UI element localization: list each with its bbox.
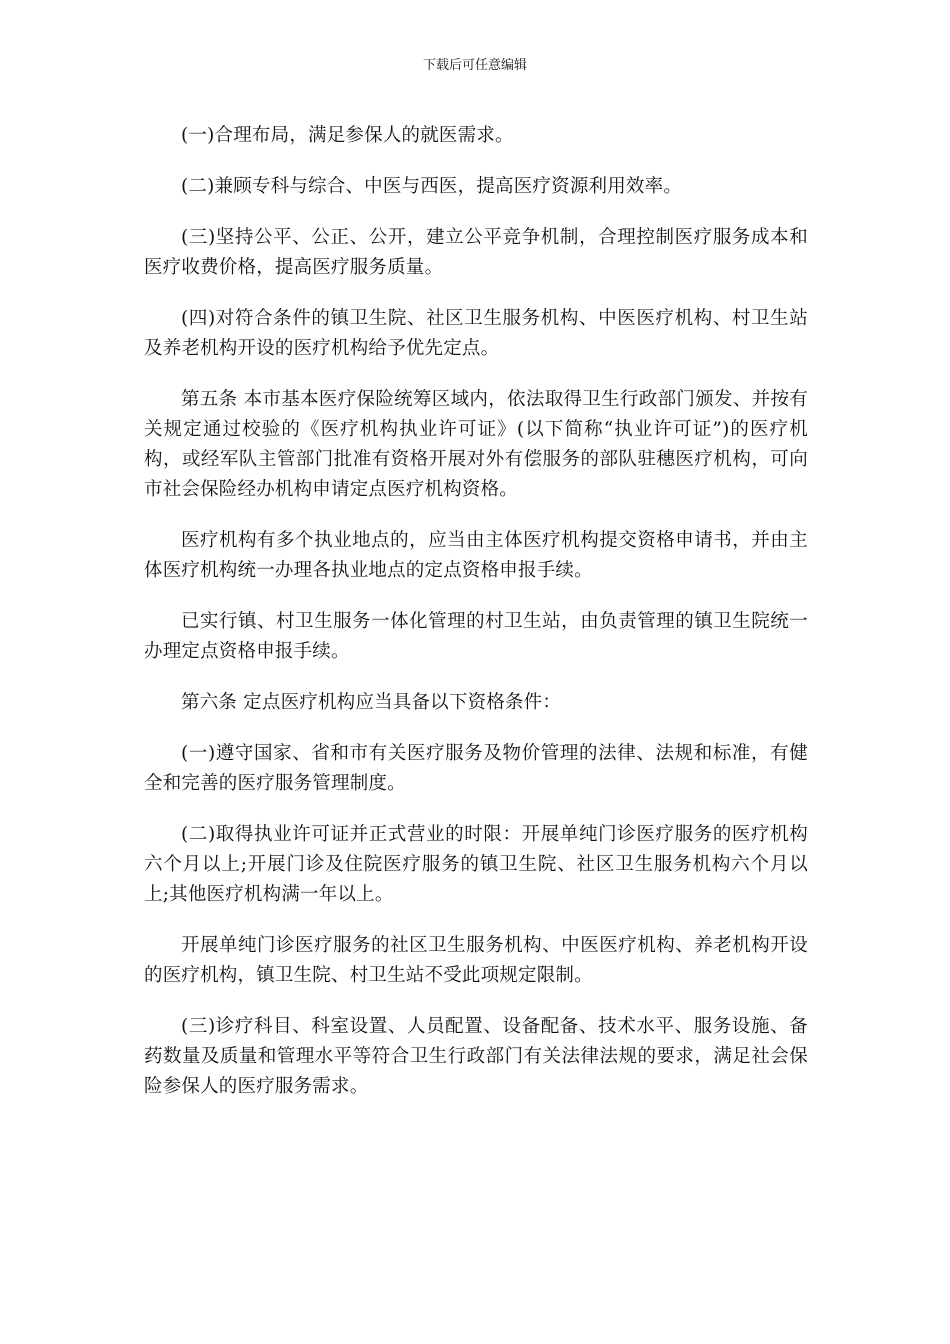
page-header: 下载后可任意编辑 <box>422 58 527 73</box>
article-6: 第六条 定点医疗机构应当具备以下资格条件： <box>181 692 562 713</box>
paragraph-12: (三)诊疗科目、科室设置、人员配置、设备配备、技术水平、服务设施、备药数量及质量和管理水平等符合卫生行政部门有关法律法规的要求，满足社会保险参保人的医疗服务需求。 <box>144 1016 808 1097</box>
paragraph-7: 已实行镇、村卫生服务一体化管理的村卫生站，由负责管理的镇卫生院统一办理定点资格申报手续。 <box>144 611 808 662</box>
paragraph-6: 医疗机构有多个执业地点的，应当由主体医疗机构提交资格申请书，并由主体医疗机构统一办理各执业地点的定点资格申报手续。 <box>144 530 808 581</box>
article-5: 第五条 本市基本医疗保险统筹区域内，依法取得卫生行政部门颁发、并按有关规定通过校验的《医疗机构执业许可证》(以下简称“执业许可证”)的医疗机构，或经军队主管部门批准有资格开展对外有偿服务的部队驻穗医疗机构，可向市社会保险经办机构申请定点医疗机构资格。 <box>144 389 808 500</box>
paragraph-3: (三)坚持公平、公正、公开，建立公平竞争机制，合理控制医疗服务成本和医疗收费价格，提高医疗服务质量。 <box>144 227 808 278</box>
paragraph-1: (一)合理布局，满足参保人的就医需求。 <box>181 125 514 146</box>
paragraph-11: 开展单纯门诊医疗服务的社区卫生服务机构、中医医疗机构、养老机构开设的医疗机构，镇卫生院、村卫生站不受此项规定限制。 <box>144 935 808 986</box>
paragraph-9: (一)遵守国家、省和市有关医疗服务及物价管理的法律、法规和标准，有健全和完善的医疗服务管理制度。 <box>144 743 808 794</box>
paragraph-10: (二)取得执业许可证并正式营业的时限：开展单纯门诊医疗服务的医疗机构六个月以上;开展门诊及住院医疗服务的镇卫生院、社区卫生服务机构六个月以上;其他医疗机构满一年以上。 <box>144 824 808 905</box>
paragraph-4: (四)对符合条件的镇卫生院、社区卫生服务机构、中医医疗机构、村卫生站及养老机构开设的医疗机构给予优先定点。 <box>144 308 808 359</box>
document-body <box>144 121 808 1123</box>
paragraph-2: (二)兼顾专科与综合、中医与西医，提高医疗资源利用效率。 <box>181 176 683 197</box>
